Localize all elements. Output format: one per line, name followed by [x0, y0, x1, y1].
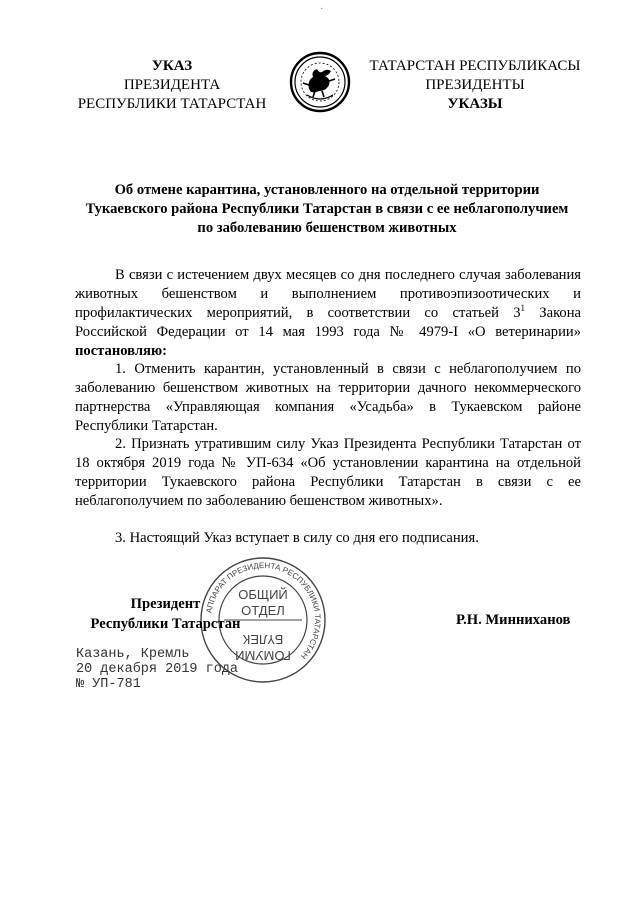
- signatory-name: Р.Н. Минниханов: [456, 612, 571, 628]
- title-line3: по заболеванию бешенством животных: [197, 220, 457, 236]
- preamble-text-2: Закона Российской Федерации от 14 мая 1993 года № 4979-I «О ветеринарии»: [75, 305, 581, 340]
- item-2-text: 2. Признать утратившим силу Указ Президента Республики Татарстан от 18 октября 2019 года № УП-634 «Об установлении карантина на отдельной территории Тукаевского района Республики Татарстан в связи с ее неблагополучием по заболеванию бешенством животных».: [75, 436, 581, 509]
- decree-number: № УП-781: [76, 677, 141, 692]
- header-left-line1: УКАЗ: [151, 58, 193, 74]
- paragraph-preamble: [75, 266, 581, 361]
- header-right: [369, 57, 581, 114]
- paragraph-item-3: [75, 529, 581, 548]
- title-line2: Тукаевского района Республики Татарстан в связи с ее неблагополучием: [85, 201, 569, 217]
- resolution-keyword: постановляю:: [75, 343, 167, 359]
- stamp-line2: ОТДЕЛ: [241, 603, 285, 618]
- title-line1: Об отмене карантина, установленного на отдельной территории: [114, 182, 540, 198]
- preamble-text: В связи с истечением двух месяцев со дня последнего случая заболевания животных бешенством и выполнением противоэпизоотических и профилактических мероприятий, в соответствии со статьей 3: [75, 267, 581, 321]
- paragraph-item-1: [75, 360, 581, 436]
- document-title: [72, 181, 582, 238]
- header-left-line2: ПРЕЗИДЕНТА: [123, 77, 221, 93]
- stamp-line3: ГОМУМИ: [235, 648, 291, 663]
- date: 20 декабря 2019 года: [76, 662, 239, 677]
- paragraph-item-2: [75, 435, 581, 511]
- header-left-line3: РЕСПУБЛИКИ ТАТАРСТАН: [77, 96, 267, 112]
- stamp-ring-text: АППАРАТ ПРЕЗИДЕНТА РЕСПУБЛИКИ ТАТАРСТАН: [204, 560, 323, 661]
- place: Казань, Кремль: [76, 647, 190, 662]
- signature-title-line1: Президент: [130, 596, 201, 612]
- stamp-line4: БҮЛЕК: [242, 632, 284, 647]
- signature-title-line2: Республики Татарстан: [90, 616, 241, 632]
- signature-title: [73, 594, 258, 634]
- header-left: [72, 57, 272, 114]
- coat-of-arms-emblem: [289, 51, 351, 113]
- header-right-line2: ПРЕЗИДЕНТЫ: [425, 77, 525, 93]
- item-1-text: 1. Отменить карантин, установленный в связи с неблагополучием по заболеванию бешенством животных на территории дачного некоммерческого партнерства «Управляющая компания «Усадьба» в Тукаевском районе Республики Татарстан.: [75, 361, 581, 434]
- top-mark: ·: [320, 4, 324, 15]
- header-right-line1: ТАТАРСТАН РЕСПУБЛИКАСЫ: [369, 58, 581, 74]
- place-date-number: [76, 647, 238, 692]
- header-right-line3: УКАЗЫ: [447, 96, 503, 112]
- item-3-text: 3. Настоящий Указ вступает в силу со дня его подписания.: [115, 530, 479, 546]
- article-superscript: 1: [520, 303, 525, 314]
- stamp-line1: ОБЩИЙ: [238, 587, 288, 602]
